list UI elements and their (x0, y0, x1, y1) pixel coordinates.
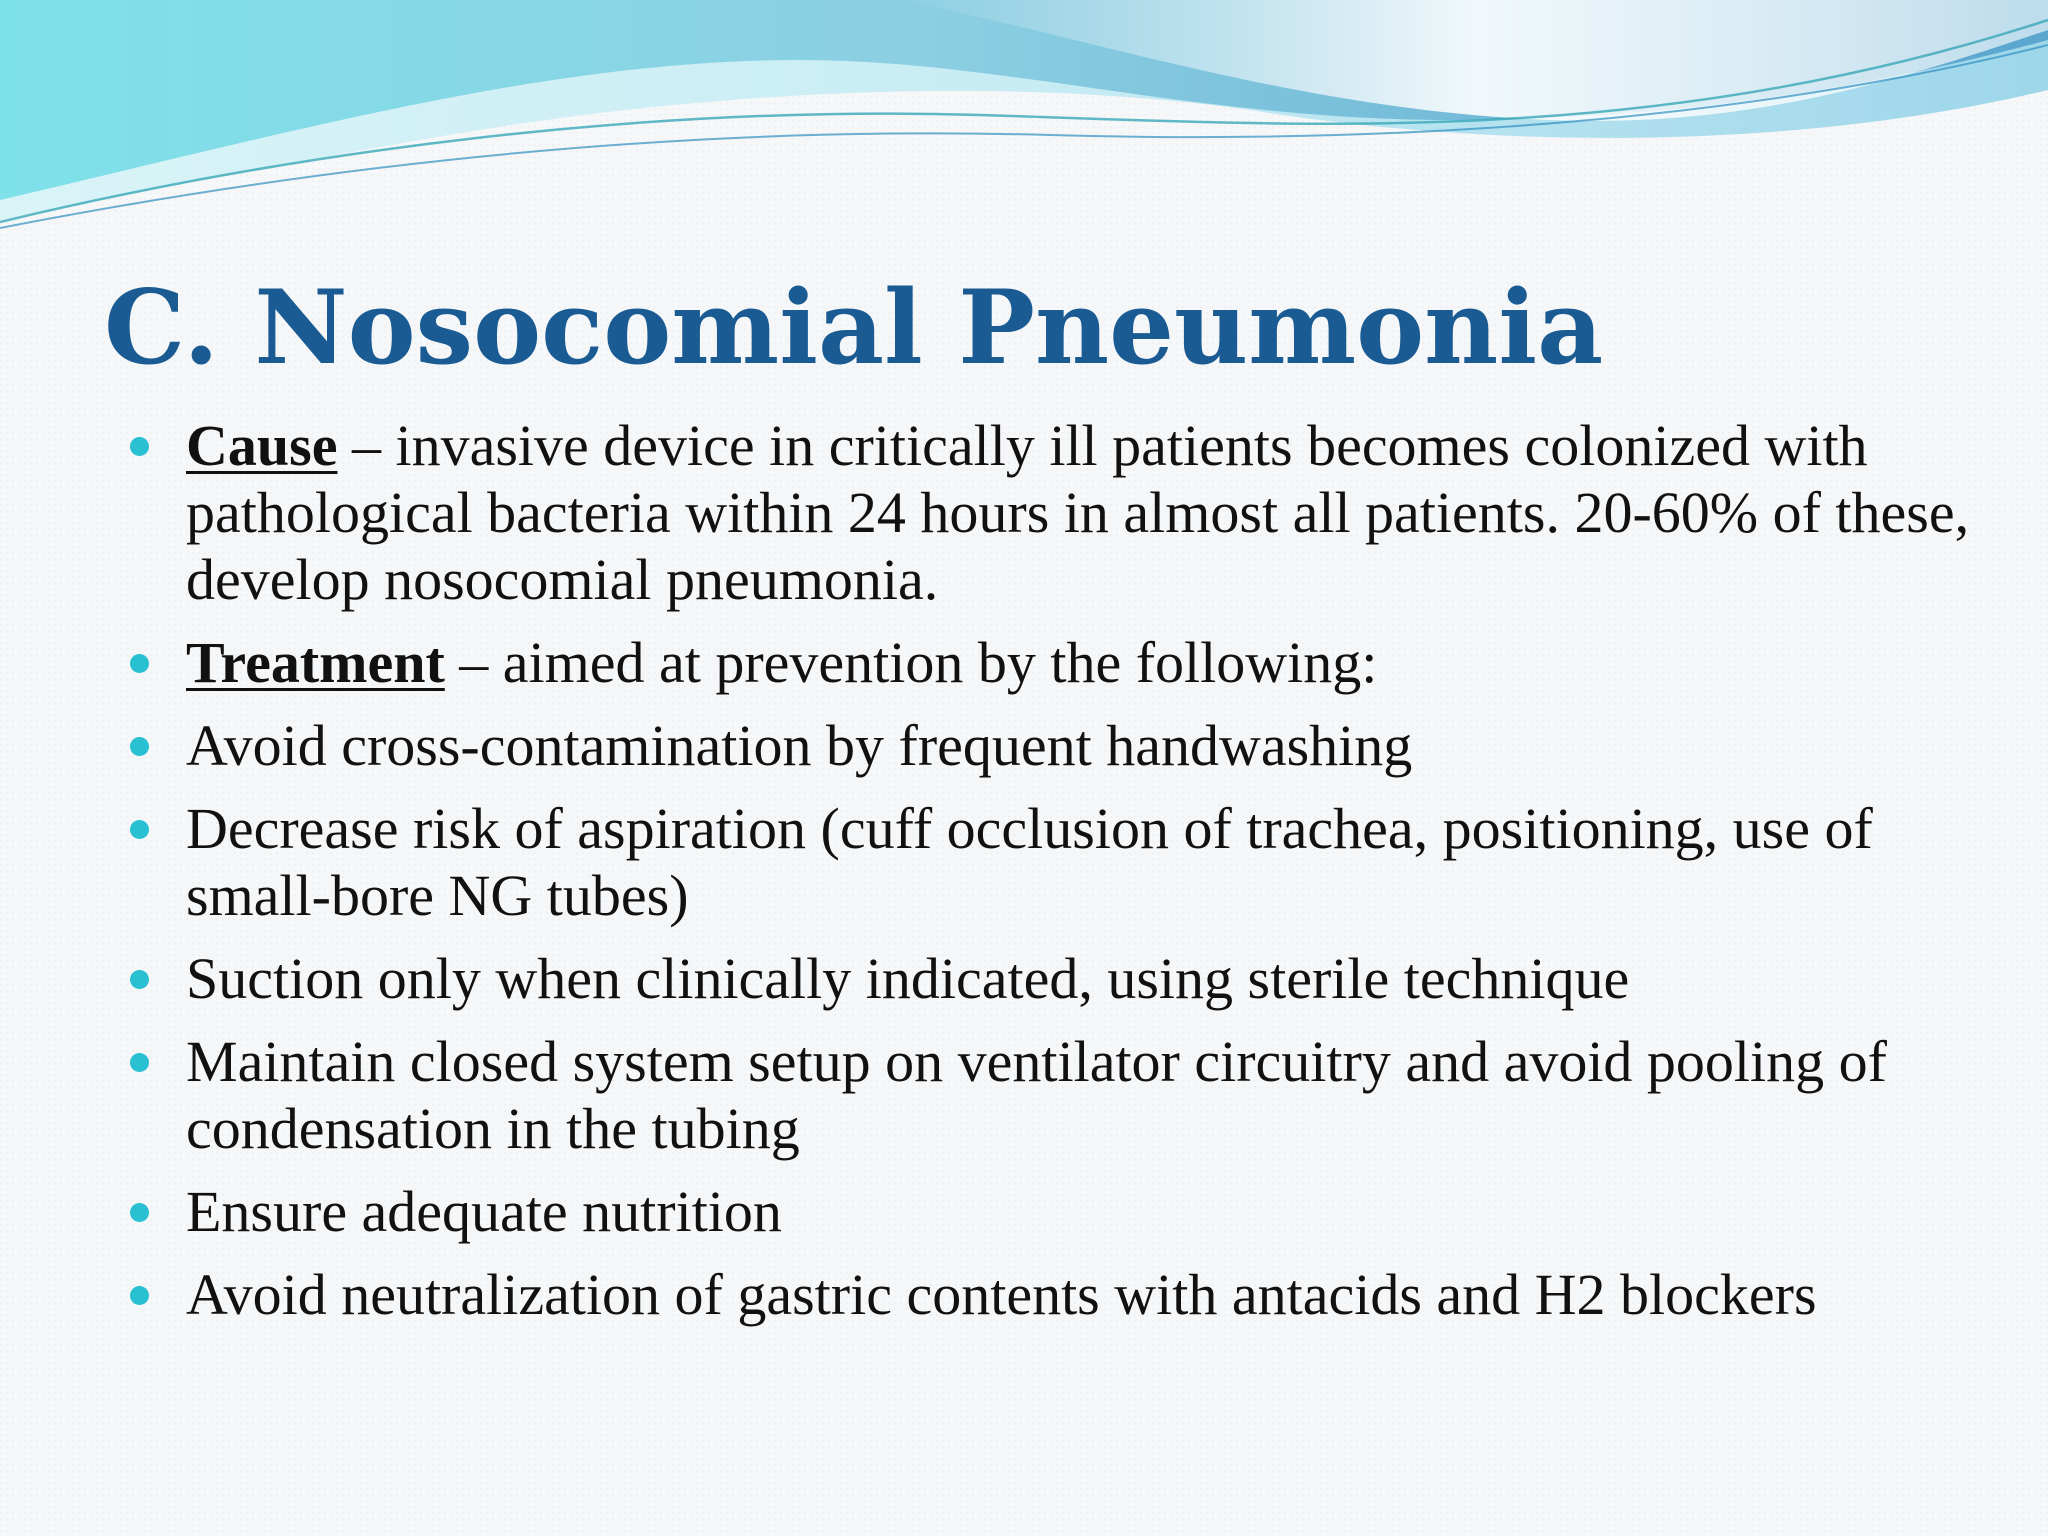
bullet-dot-icon (130, 970, 149, 989)
bullet-text: Decrease risk of aspiration (cuff occlusion of trachea, positioning, use of small-bore NG tubes) (186, 796, 1873, 928)
bullet-text: Ensure adequate nutrition (186, 1179, 782, 1244)
bullet-text: Avoid cross-contamination by frequent handwashing (186, 713, 1413, 778)
bullet-dot-icon (130, 1053, 149, 1072)
bullet-item-handwashing (130, 712, 1990, 779)
bullet-dot-icon (130, 820, 149, 839)
bullet-text: Avoid neutralization of gastric contents with antacids and H2 blockers (186, 1262, 1817, 1327)
bullet-item-closed-system (130, 1028, 1990, 1162)
bullet-item-aspiration (130, 795, 1990, 929)
bullet-item-nutrition (130, 1178, 1990, 1245)
bullet-dot-icon (130, 1203, 149, 1222)
header-wave-decoration (0, 0, 2048, 240)
slide-title: C. Nosocomial Pneumonia (104, 268, 1604, 388)
bullet-text: – aimed at prevention by the following: (444, 630, 1378, 695)
bullet-item-treatment (130, 629, 1990, 696)
bullet-dot-icon (130, 1286, 149, 1305)
bullet-item-gastric (130, 1261, 1990, 1328)
bullet-text: Maintain closed system setup on ventilator circuitry and avoid pooling of condensation in the tubing (186, 1029, 1887, 1161)
bullet-term: Cause (186, 413, 338, 478)
bullet-dot-icon (130, 437, 149, 456)
bullet-item-suction (130, 945, 1990, 1012)
bullet-dot-icon (130, 654, 149, 673)
bullet-dot-icon (130, 737, 149, 756)
bullet-term: Treatment (186, 630, 445, 695)
bullet-list (130, 412, 1990, 1344)
bullet-text: Suction only when clinically indicated, using sterile technique (186, 946, 1630, 1011)
bullet-item-cause (130, 412, 1990, 613)
bullet-text: – invasive device in critically ill patients becomes colonized with pathological bacteria within 24 hours in almost all patients. 20-60% of these, develop nosocomial pneumonia. (186, 413, 1970, 612)
